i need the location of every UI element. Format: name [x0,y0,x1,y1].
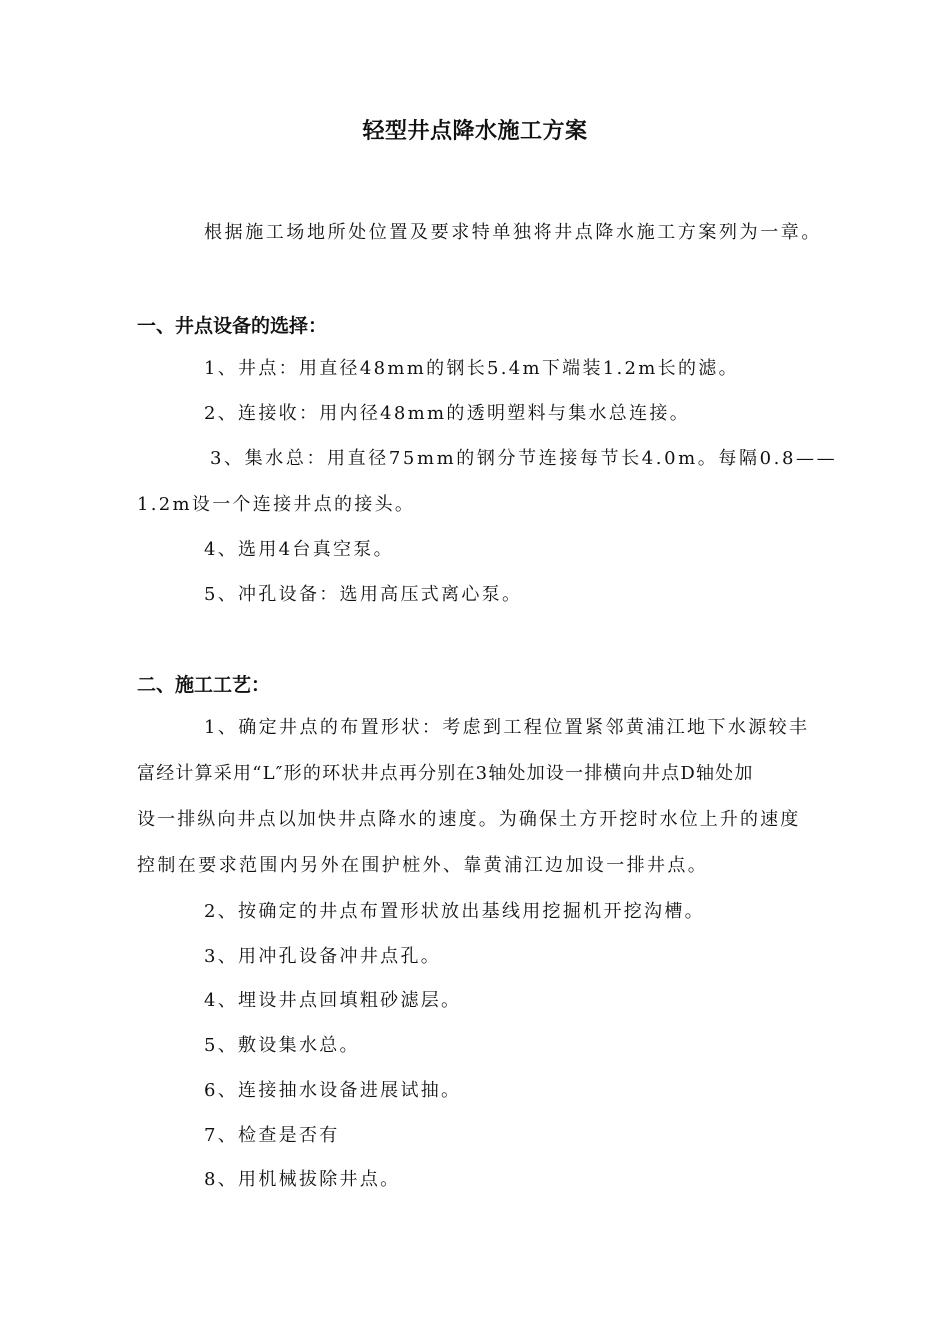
section-2-item-4: 4、埋设井点回填粗砂滤层。 [204,990,462,1011]
section-1-item-2: 2、连接收：用内径48mm的透明塑料与集水总连接。 [204,403,690,424]
section-2-item-3: 3、用冲孔设备冲井点孔。 [204,946,442,967]
section-2-para-line-2: 富经计算采用“L″形的环状井点再分别在3轴处加设一排横向井点D轴处加 [137,763,754,784]
document-title: 轻型井点降水施工方案 [362,119,588,144]
section-1-item-4: 4、选用4台真空泵。 [204,539,394,560]
intro-paragraph: 根据施工场地所处位置及要求特单独将井点降水施工方案列为一章。 [204,222,822,243]
section-2-item-8: 8、用机械拔除井点。 [204,1169,401,1190]
section-2-item-5: 5、敷设集水总。 [204,1035,360,1056]
section-2-item-7: 7、检查是否有 [204,1125,340,1146]
section-2-item-2: 2、按确定的井点布置形状放出基线用挖掘机开挖沟槽。 [204,901,705,922]
section-2-para-line-4: 控制在要求范围内另外在围护桩外、靠黄浦江边加设一排井点。 [137,855,709,876]
section-2-para-line-3: 设一排纵向井点以加快井点降水的速度。为确保土方开挖时水位上升的速度 [137,809,801,830]
section-2-heading: 二、施工工艺： [137,674,271,696]
section-2-para-line-1: 1、确定井点的布置形状：考虑到工程位置紧邻黄浦江地下水源较丰 [204,717,810,738]
section-1-item-3-continued: 1.2m设一个连接井点的接头。 [137,494,416,515]
section-1-item-3: 3、集水总：用直径75mm的钢分节连接每节长4.0m。每隔0.8—— [210,448,838,469]
section-1-item-5: 5、冲孔设备：选用高压式离心泵。 [204,584,523,605]
section-1-heading: 一、井点设备的选择： [137,315,328,337]
section-2-item-6: 6、连接抽水设备进展试抽。 [204,1080,462,1101]
section-1-item-1: 1、井点：用直径48mm的钢长5.4m下端装1.2m长的滤。 [204,358,739,379]
